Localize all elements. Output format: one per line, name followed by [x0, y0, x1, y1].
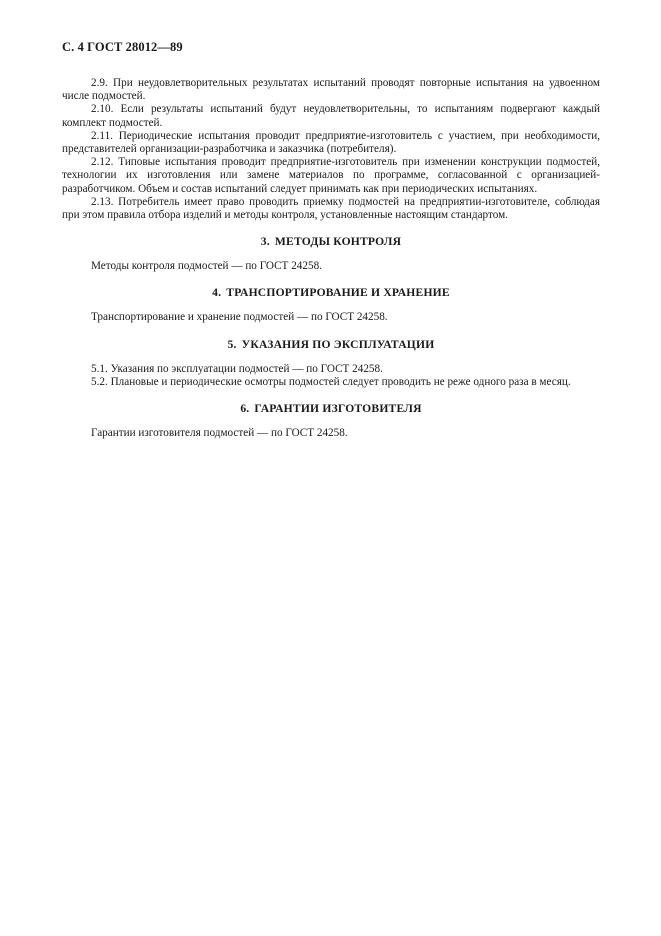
section-2-continued [62, 77, 600, 222]
page-header: С. 4 ГОСТ 28012—89 [62, 40, 183, 54]
section-5-number: 5. [227, 337, 237, 351]
section-6 [62, 402, 600, 440]
section-3 [62, 235, 600, 273]
section-4 [62, 286, 600, 324]
section-5 [62, 338, 600, 389]
section-4-title: ТРАНСПОРТИРОВАНИЕ И ХРАНЕНИЕ [226, 286, 450, 300]
paragraph-2-13: 2.13. Потребитель имеет право проводить приемку подмостей на предприятии-изготовителе, соблюдая при этом правила отбора изделий и методы контроля, установленные настоящим стандартом. [62, 195, 600, 222]
paragraph-5-1: 5.1. Указания по эксплуатации подмостей — по ГОСТ 24258. [91, 362, 383, 375]
paragraph-4: Транспортирование и хранение подмостей — по ГОСТ 24258. [91, 311, 388, 324]
paragraph-2-11: 2.11. Периодические испытания проводит предприятие-изготовитель с участием, при необходимости, представителей организации-разработчика и заказчика (потребителя). [62, 129, 600, 156]
section-4-number: 4. [212, 286, 222, 300]
section-3-title: МЕТОДЫ КОНТРОЛЯ [274, 235, 402, 249]
paragraph-3: Методы контроля подмостей — по ГОСТ 24258. [91, 260, 322, 273]
paragraph-5-2: 5.2. Плановые и периодические осмотры подмостей следует проводить не реже одного раза в месяц. [91, 375, 571, 388]
section-5-heading [62, 338, 600, 351]
paragraph-6: Гарантии изготовителя подмостей — по ГОСТ 24258. [91, 427, 348, 440]
document-page [62, 40, 600, 440]
section-3-heading [62, 235, 600, 248]
section-6-heading [62, 402, 600, 415]
section-6-title: ГАРАНТИИ ИЗГОТОВИТЕЛЯ [254, 402, 422, 416]
section-5-title: УКАЗАНИЯ ПО ЭКСПЛУАТАЦИИ [241, 337, 435, 351]
paragraph-2-10: 2.10. Если результаты испытаний будут неудовлетворительны, то испытаниям подвергают каждый комплект подмостей. [62, 103, 600, 129]
section-6-number: 6. [240, 402, 250, 416]
section-4-heading [62, 286, 600, 299]
paragraph-2-9: 2.9. При неудовлетворительных результатах испытаний проводят повторные испытания на удвоенном числе подмостей. [62, 77, 600, 103]
section-3-number: 3. [260, 235, 270, 249]
paragraph-2-12: 2.12. Типовые испытания проводит предприятие-изготовитель при изменении конструкции подмостей, технологии их изготовления или замене материалов по программе, согласованной с организацией-разработчиком. Объем и состав испытаний следует принимать как при периодических испытаниях. [62, 156, 600, 195]
